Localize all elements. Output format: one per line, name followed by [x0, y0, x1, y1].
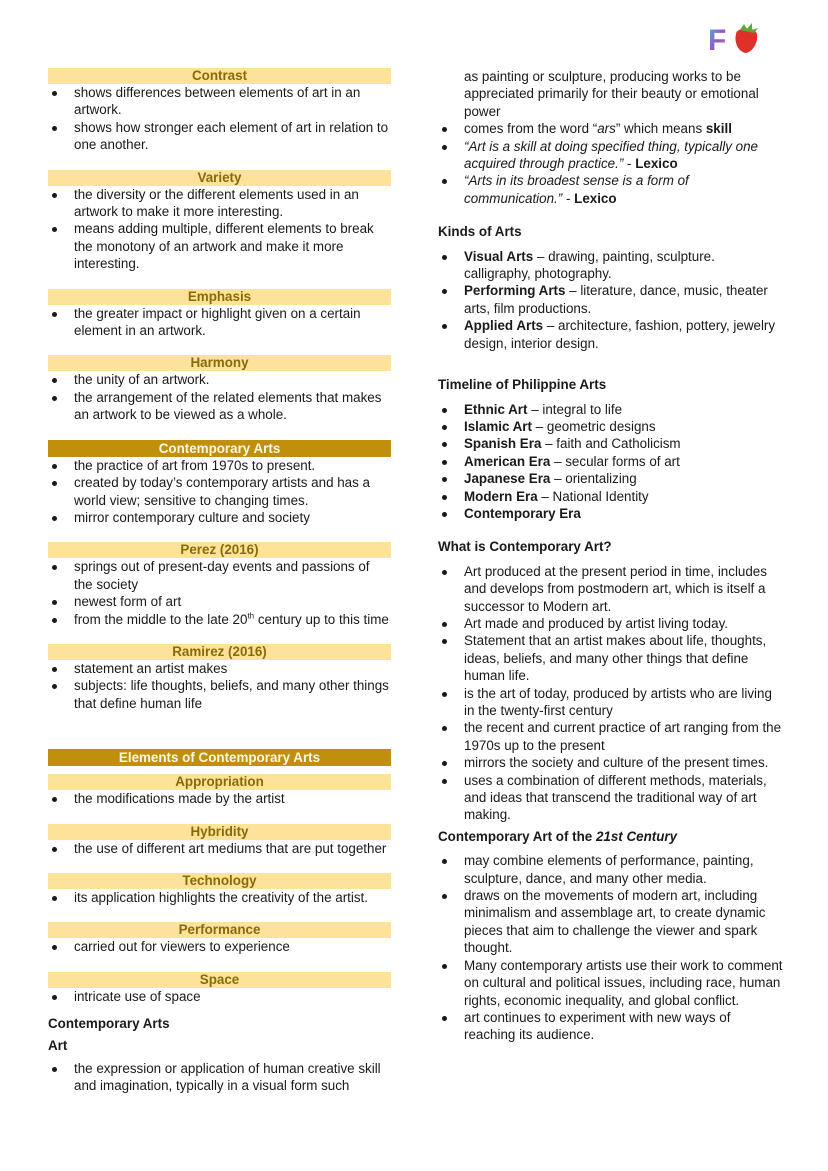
- list-item: may combine elements of performance, painting, sculpture, dance, and many other media.: [438, 852, 783, 887]
- heading-21st-century: Contemporary Art of the 21st Century: [438, 828, 678, 844]
- list-item: its application highlights the creativity of the artist.: [48, 889, 391, 906]
- section-header-appropriation: Appropriation: [48, 774, 391, 790]
- list-item: Art made and produced by artist living today.: [438, 615, 783, 632]
- heading-kinds-of-arts: Kinds of Arts: [438, 224, 522, 240]
- section-header-contrast: Contrast: [48, 68, 391, 84]
- list-item: the modifications made by the artist: [48, 790, 391, 807]
- list-item: Applied Arts – architecture, fashion, pottery, jewelry design, interior design.: [438, 317, 783, 352]
- list-item: shows differences between elements of art in an artwork.: [48, 84, 391, 119]
- list-item: American Era – secular forms of art: [438, 453, 783, 470]
- list-item: shows how stronger each element of art in relation to one another.: [48, 119, 391, 154]
- list-item: Visual Arts – drawing, painting, sculpture. calligraphy, photography.: [438, 248, 783, 283]
- section-header-performance: Performance: [48, 922, 391, 938]
- list-item: Art produced at the present period in time, includes and develops from postmodern art, which is itself a successor to Modern art.: [438, 563, 783, 615]
- section-header-variety: Variety: [48, 170, 391, 186]
- list-item: the recent and current practice of art ranging from the 1970s up to the present: [438, 719, 783, 754]
- list-item: springs out of present-day events and passions of the society: [48, 558, 391, 593]
- art-definition-list: [438, 68, 783, 207]
- list-item: intricate use of space: [48, 988, 391, 1005]
- heading-contemporary-arts: Contemporary Arts: [48, 1016, 170, 1032]
- list-item: the unity of an artwork.: [48, 371, 391, 388]
- list-item: art continues to experiment with new ways of reaching its audience.: [438, 1009, 783, 1044]
- list-item: draws on the movements of modern art, including minimalism and assemblage art, to create dynamic pieces that aim to challenge the viewer and spark thought.: [438, 887, 783, 957]
- list-item: the greater impact or highlight given on a certain element in an artwork.: [48, 305, 391, 340]
- section-ramirez: [48, 644, 391, 712]
- list-item: Spanish Era – faith and Catholicism: [438, 435, 783, 452]
- section-hybridity: [48, 824, 391, 857]
- list-item: “Arts in its broadest sense is a form of communication.” - Lexico: [438, 172, 783, 207]
- list-item: Japanese Era – orientalizing: [438, 470, 783, 487]
- svg-text:F: F: [708, 24, 727, 56]
- section-header-ramirez: Ramirez (2016): [48, 644, 391, 660]
- heading-timeline: Timeline of Philippine Arts: [438, 377, 607, 393]
- section-emphasis: [48, 289, 391, 340]
- section-header-space: Space: [48, 972, 391, 988]
- list-item: newest form of art: [48, 593, 391, 610]
- heading-art: Art: [48, 1037, 68, 1053]
- list-item: Ethnic Art – integral to life: [438, 401, 783, 418]
- list-item: Statement that an artist makes about life, thoughts, ideas, beliefs, and many other things that define human life.: [438, 632, 783, 684]
- section-contemporary-arts: [48, 440, 391, 527]
- section-harmony: [48, 355, 391, 423]
- list-item: mirrors the society and culture of the present times.: [438, 754, 783, 771]
- list-item: the practice of art from 1970s to present.: [48, 457, 391, 474]
- list-item: carried out for viewers to experience: [48, 938, 391, 955]
- what-is-list: [438, 563, 783, 824]
- section-appropriation: [48, 774, 391, 807]
- heading-what-is-contemporary-art: What is Contemporary Art?: [438, 539, 612, 555]
- section-contrast: [48, 68, 391, 154]
- kinds-list: [438, 248, 783, 352]
- list-item: the expression or application of human creative skill and imagination, typically in a visual form such: [48, 1060, 391, 1095]
- list-item: comes from the word “ars” which means skill: [438, 120, 783, 137]
- list-item: the arrangement of the related elements that makes an artwork to be viewed as a whole.: [48, 389, 391, 424]
- list-item: from the middle to the late 20th century up to this time: [48, 611, 391, 628]
- section-header-perez: Perez (2016): [48, 542, 391, 558]
- timeline-list: [438, 401, 783, 523]
- section-header-contemporary-arts: Contemporary Arts: [48, 440, 391, 457]
- list-item: Performing Arts – literature, dance, music, theater arts, film productions.: [438, 282, 783, 317]
- list-item: Modern Era – National Identity: [438, 488, 783, 505]
- list-item: uses a combination of different methods, materials, and ideas that transcend the traditional way of art making.: [438, 772, 783, 824]
- section-space: [48, 972, 391, 1005]
- section-technology: [48, 873, 391, 906]
- section-perez: [48, 542, 391, 628]
- list-item: the diversity or the different elements used in an artwork to make it more interesting.: [48, 186, 391, 221]
- list-item: subjects: life thoughts, beliefs, and many other things that define human life: [48, 677, 391, 712]
- section-variety: [48, 170, 391, 273]
- section-header-emphasis: Emphasis: [48, 289, 391, 305]
- section-header-elements: Elements of Contemporary Arts: [48, 749, 391, 766]
- left-column: [48, 68, 391, 1095]
- century-list: [438, 852, 783, 1043]
- section-header-hybridity: Hybridity: [48, 824, 391, 840]
- section-elements: [48, 749, 391, 766]
- logo: [706, 20, 764, 56]
- section-header-technology: Technology: [48, 873, 391, 889]
- list-item: is the art of today, produced by artists who are living in the twenty-first century: [438, 685, 783, 720]
- list-item: the use of different art mediums that are put together: [48, 840, 391, 857]
- section-performance: [48, 922, 391, 955]
- list-item: Contemporary Era: [438, 505, 783, 522]
- section-header-harmony: Harmony: [48, 355, 391, 371]
- list-item-continued: as painting or sculpture, producing works to be appreciated primarily for their beauty or emotional power: [464, 69, 759, 119]
- list-item: means adding multiple, different elements to break the monotony of an artwork and make it more interesting.: [48, 220, 391, 272]
- list-item: Many contemporary artists use their work to comment on cultural and political issues, including race, human rights, economic inequality, and global conflict.: [438, 957, 783, 1009]
- list-item: mirror contemporary culture and society: [48, 509, 391, 526]
- strawberry-logo-icon: [706, 20, 764, 56]
- list-item: Islamic Art – geometric designs: [438, 418, 783, 435]
- list-item: “Art is a skill at doing specified thing, typically one acquired through practice.” - Lexico: [438, 138, 783, 173]
- list-item: statement an artist makes: [48, 660, 391, 677]
- list-item: created by today’s contemporary artists and has a world view; sensitive to changing times.: [48, 474, 391, 509]
- right-column: [438, 68, 783, 1044]
